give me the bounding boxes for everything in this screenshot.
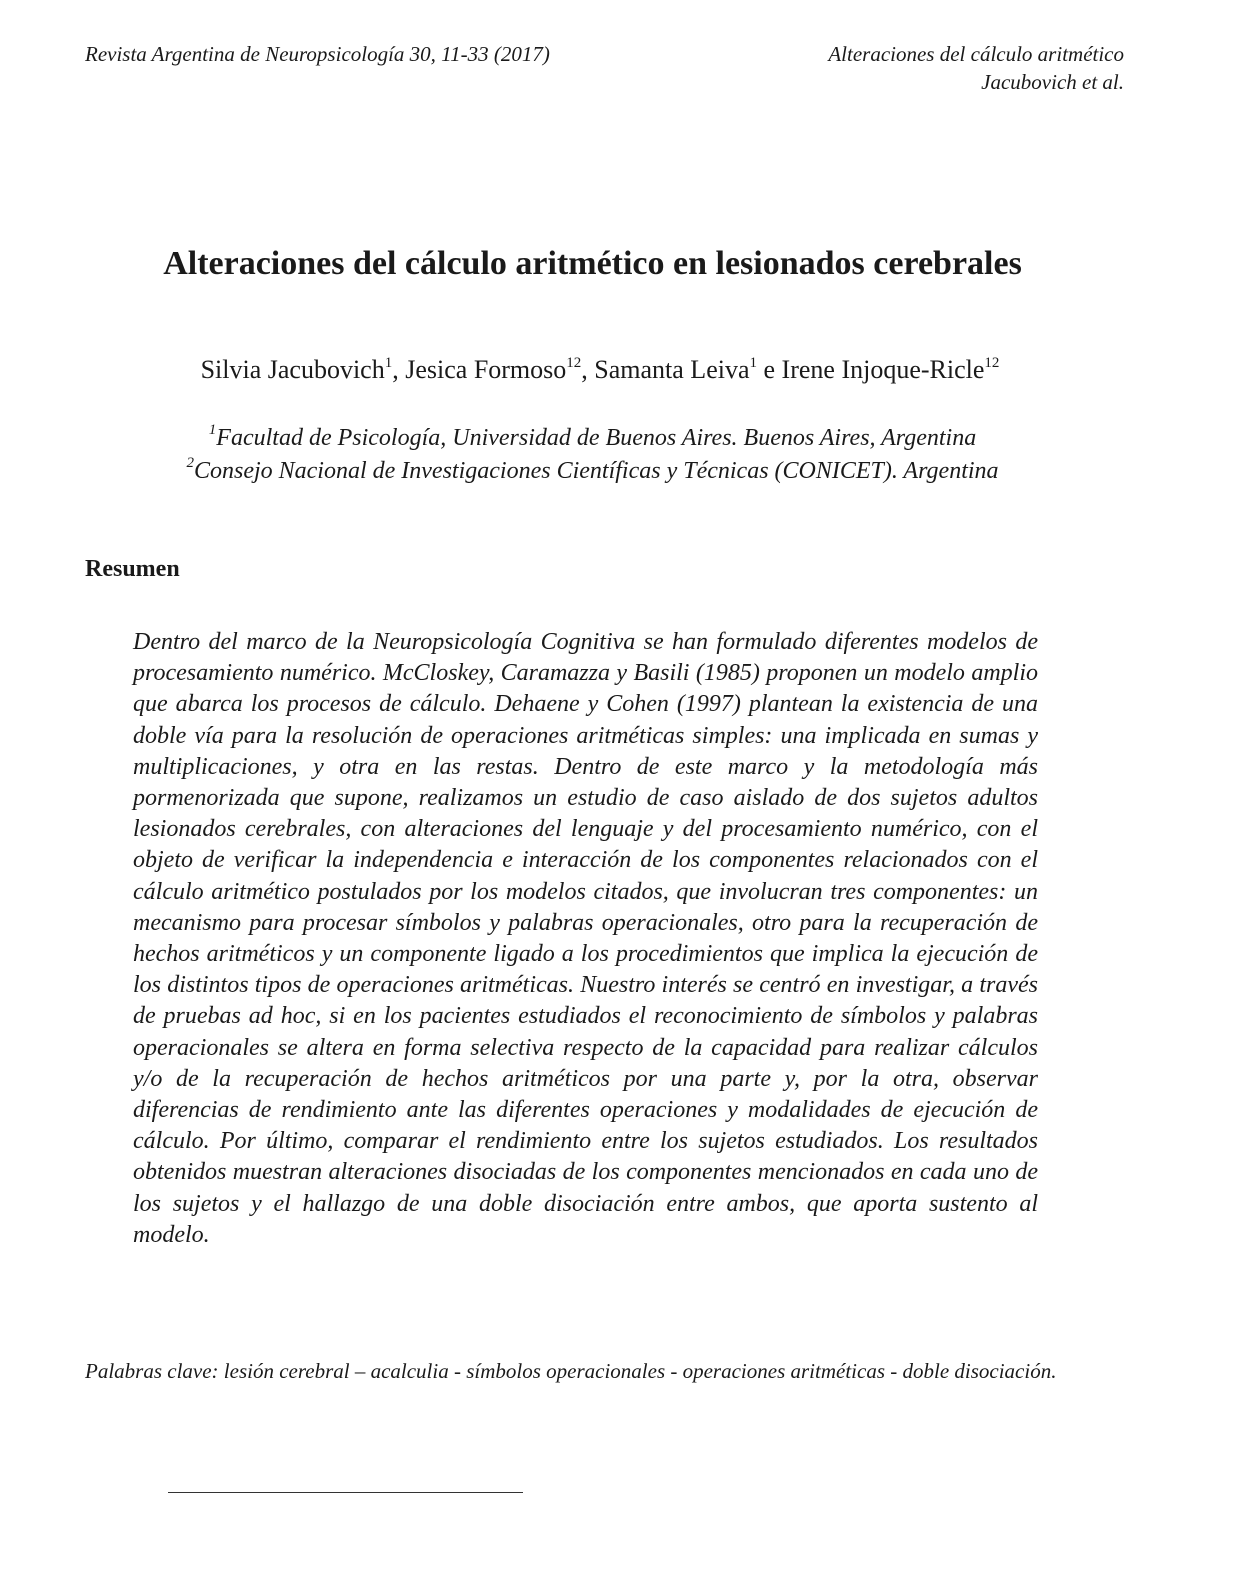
author-list (0, 350, 1200, 390)
paper-title: Alteraciones del cálculo aritmético en lesionados cerebrales (163, 245, 1022, 282)
author-separator: , (392, 355, 406, 384)
keywords (85, 1357, 1102, 1385)
affiliation-line (0, 422, 1185, 455)
author-name: Irene Injoque-Ricle (781, 355, 985, 384)
author-affiliation-mark: 12 (566, 355, 582, 371)
abstract-heading: Resumen (85, 556, 180, 582)
author-affiliation-mark: 1 (384, 355, 393, 371)
author-name: Samanta Leiva (594, 355, 750, 384)
abstract-body: Dentro del marco de la Neuropsicología Cognitiva se han formulado diferentes modelos de procesamiento numérico. McCloskey, Caramazza y Basili (1985) proponen un modelo amplio que abarca los procesos de cálculo. Dehaene y Cohen (1997) plantean la existencia de una doble vía para la resolución de operaciones aritméticas simples: una implicada en sumas y multiplicaciones, y otra en las restas. Dentro de este marco y la metodología más pormenorizada que supone, realizamos un estudio de caso aislado de dos sujetos adultos lesionados cerebrales, con alteraciones del lenguaje y del procesamiento numérico, con el objeto de verificar la independencia e interacción de los componentes relacionados con el cálculo aritmético postulados por los modelos citados, que involucran tres componentes: un mecanismo para procesar símbolos y palabras operacionales, otro para la recuperación de hechos aritméticos y un componente ligado a los procedimientos que implica la ejecución de los distintos tipos de operaciones aritméticas. Nuestro interés se centró en investigar, a través de pruebas ad hoc, si en los pacientes estudiados el reconocimiento de símbolos y palabras operacionales se altera en forma selectiva respecto de la capacidad para realizar cálculos y/o de la recuperación de hechos aritméticos por una parte y, por la otra, observar diferencias de rendimiento ante las diferentes operaciones y modalidades de ejecución de cálculo. Por último, comparar el rendimiento entre los sujetos estudiados. Los resultados obtenidos muestran alteraciones disociadas de los componentes mencionados en cada uno de los sujetos y el hallazgo de una doble disociación entre ambos, que aporta sustento al modelo. (133, 629, 1038, 1248)
author-name: Jesica Formoso (405, 355, 567, 384)
affiliation-text: Facultad de Psicología, Universidad de Buenos Aires. Buenos Aires, Argentina (216, 425, 977, 451)
author-name: Silvia Jacubovich (200, 355, 385, 384)
running-authors: Jacubovich et al. (981, 70, 1124, 94)
keywords-label: Palabras clave: (85, 1359, 219, 1383)
keywords-text: lesión cerebral – acalculia - símbolos operacionales - operaciones aritméticas - doble disociación. (223, 1359, 1057, 1383)
running-header (828, 40, 1124, 96)
running-title: Alteraciones del cálculo aritmético (828, 42, 1124, 66)
affiliation-line (0, 455, 1185, 488)
affiliation-list (0, 422, 1185, 488)
affiliation-mark: 1 (208, 422, 217, 438)
author-separator: e (757, 355, 782, 384)
affiliation-text: Consejo Nacional de Investigaciones Científicas y Técnicas (CONICET). Argentina (193, 458, 999, 484)
affiliation-mark: 2 (186, 455, 194, 471)
footnote-divider (168, 1492, 523, 1493)
author-affiliation-mark: 12 (984, 355, 1000, 371)
author-affiliation-mark: 1 (749, 355, 757, 371)
author-separator: , (581, 355, 595, 384)
journal-citation: Revista Argentina de Neuropsicología 30, 11-33 (2017) (85, 42, 550, 66)
